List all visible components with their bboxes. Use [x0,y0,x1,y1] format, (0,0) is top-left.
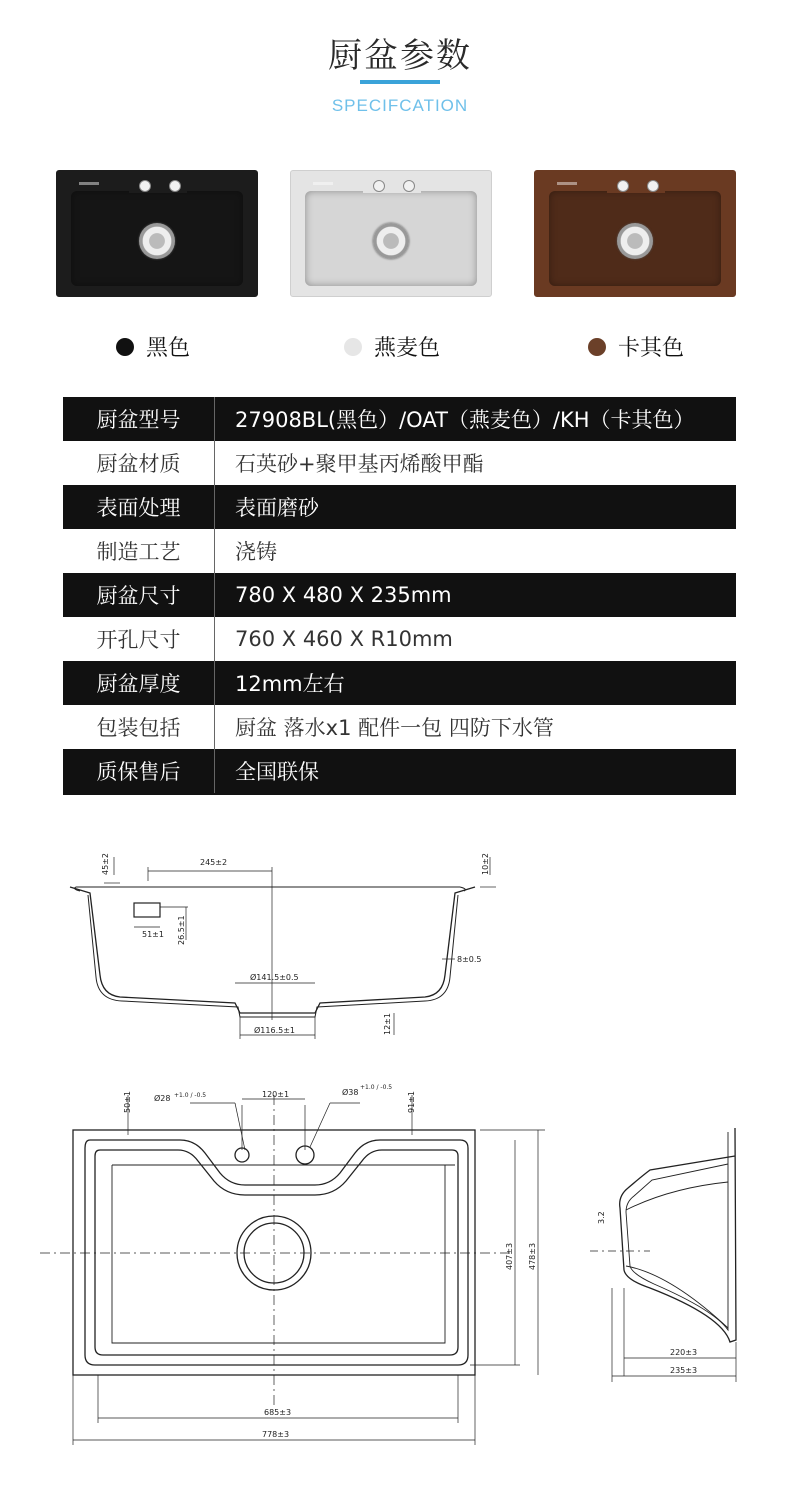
dim-text: Ø116.5±1 [254,1026,295,1035]
spec-table [63,397,736,795]
spec-label: 厨盆材质 [63,441,215,485]
spec-value: 全国联保 [235,760,319,784]
color-label: 卡其色 [618,336,685,361]
sink-image-black [56,170,258,297]
dim-text: Ø141.5±0.5 [250,973,299,982]
spec-label: 表面处理 [63,485,215,529]
page-subtitle: SPECIFCATION [331,96,469,115]
dim-text: 685±3 [264,1408,292,1417]
spec-value: 表面磨砂 [235,496,319,520]
dim-text: 235±3 [670,1366,698,1375]
spec-value: 石英砂+聚甲基丙烯酸甲酯 [235,452,484,476]
spec-label: 厨盆厚度 [63,661,215,705]
drain-icon [139,223,175,259]
dim-text: 51±1 [142,930,164,939]
dim-text: Ø28 [154,1094,171,1103]
spec-value: 27908BL(黑色）/OAT（燕麦色）/KH（卡其色） [235,408,695,432]
dim-text: 12±1 [383,1013,392,1035]
spec-label: 制造工艺 [63,529,215,573]
color-option-khaki [588,331,684,362]
spec-value: 780 X 480 X 235mm [235,583,452,607]
color-label: 燕麦色 [374,336,441,361]
dim-text: +1.0 / -0.5 [174,1092,207,1099]
color-label: 黑色 [146,336,191,361]
dim-text: 120±1 [262,1090,290,1099]
dim-text: 3.2 [597,1211,606,1224]
spec-row [63,441,736,485]
spec-row [63,485,736,529]
dim-text: 91±1 [407,1091,416,1113]
spec-value: 浇铸 [235,540,277,564]
drain-icon [617,223,653,259]
spec-label: 厨盆型号 [63,397,215,441]
dim-text: 220±3 [670,1348,698,1357]
dim-text: 245±2 [200,858,228,867]
dim-text: 10±2 [481,853,490,875]
spec-row [63,705,736,749]
spec-label: 包装包括 [63,705,215,749]
color-dot-icon [588,338,606,356]
spec-label: 厨盆尺寸 [63,573,215,617]
spec-value: 760 X 460 X R10mm [235,627,453,651]
title-underline [360,80,440,84]
dim-text: 778±3 [262,1430,290,1439]
spec-label: 质保售后 [63,749,215,793]
dim-text: 407±3 [505,1242,514,1270]
dim-text: 478±3 [528,1242,537,1270]
spec-row [63,529,736,573]
spec-row [63,749,736,793]
sink-image-khaki [534,170,736,297]
dim-text: 26.5±1 [177,915,186,945]
cross-section-drawing [60,845,500,1045]
spec-label: 开孔尺寸 [63,617,215,661]
dim-text: 8±0.5 [457,955,482,964]
spec-row [63,617,736,661]
color-dot-icon [344,338,362,356]
drain-icon [373,223,409,259]
spec-value: 12mm左右 [235,672,345,696]
spec-value: 厨盆 落水x1 配件一包 四防下水管 [235,716,554,740]
side-view-drawing [590,1120,750,1440]
dim-text: +1.0 / -0.5 [360,1084,393,1091]
spec-row [63,397,736,441]
spec-row [63,573,736,617]
spec-row [63,661,736,705]
dim-text: 45±2 [101,853,110,875]
sink-image-oat [290,170,492,297]
color-option-black [116,331,190,362]
dim-text: 50±1 [123,1091,132,1113]
page-title: 厨盆参数 [328,36,472,76]
plan-view-drawing [40,1075,560,1455]
dim-text: Ø38 [342,1088,359,1097]
color-dot-icon [116,338,134,356]
color-option-oat [344,331,440,362]
